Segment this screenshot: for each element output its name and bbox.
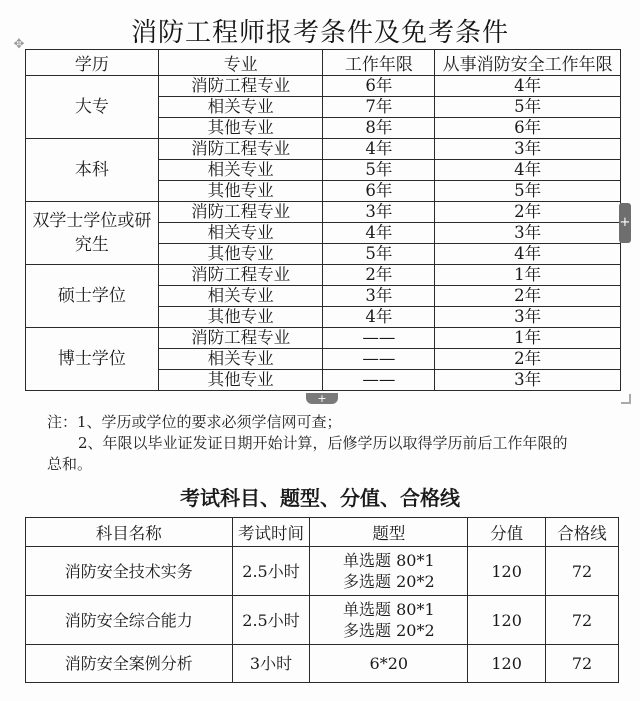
add-column-plus-icon[interactable]: +: [619, 203, 631, 243]
work-years-cell: 6年: [323, 76, 435, 97]
table-row: [26, 139, 621, 160]
major-cell: 其他专业: [158, 370, 323, 391]
work-years-cell: 3年: [323, 202, 435, 223]
header-fire-work-years: 从事消防安全工作年限: [435, 50, 621, 76]
education-cell: 硕士学位: [26, 265, 159, 328]
fire-years-cell: 3年: [435, 307, 621, 328]
score-cell: 120: [468, 547, 546, 596]
fire-years-cell: 1年: [435, 328, 621, 349]
major-cell: 消防工程专业: [158, 139, 323, 160]
table-row: [26, 265, 621, 286]
pass-line-cell: 72: [546, 596, 619, 645]
header-question-type: 题型: [310, 518, 468, 547]
score-cell: 120: [468, 596, 546, 645]
work-years-cell: 4年: [323, 307, 435, 328]
table1-header-row: [26, 50, 621, 76]
table-row: [26, 596, 619, 645]
work-years-cell: 5年: [323, 160, 435, 181]
table2-title: 考试科目、题型、分值、合格线: [180, 486, 460, 510]
header-major: 专业: [158, 50, 323, 76]
note-line-2: 2、年限以毕业证发证日期开始计算，后修学历以取得学历前后工作年限的: [78, 434, 568, 452]
table-move-handle-icon[interactable]: ✥: [13, 37, 25, 52]
fire-years-cell: 2年: [435, 286, 621, 307]
table-row: [26, 328, 621, 349]
work-years-cell: 4年: [323, 223, 435, 244]
fire-years-cell: 4年: [435, 244, 621, 265]
exam-requirements-table: [25, 49, 621, 391]
table-row: [26, 76, 621, 97]
major-cell: 消防工程专业: [158, 328, 323, 349]
education-cell: 大专: [26, 76, 159, 139]
major-cell: 相关专业: [158, 349, 323, 370]
fire-years-cell: 2年: [435, 349, 621, 370]
time-cell: 2.5小时: [232, 596, 310, 645]
work-years-cell: 4年: [323, 139, 435, 160]
fire-years-cell: 5年: [435, 181, 621, 202]
question-type-cell: [310, 596, 468, 645]
fire-years-cell: 3年: [435, 223, 621, 244]
header-education: 学历: [26, 50, 159, 76]
major-cell: 相关专业: [158, 160, 323, 181]
major-cell: 其他专业: [158, 181, 323, 202]
education-cell: 双学士学位或研究生: [26, 202, 159, 265]
subject-cell: 消防安全技术实务: [26, 547, 233, 596]
question-type-line: 多选题 20*2: [343, 572, 435, 591]
header-subject: 科目名称: [26, 518, 233, 547]
question-type-line: 单选题 80*1: [343, 551, 435, 570]
time-cell: 3小时: [232, 645, 310, 683]
major-cell: 相关专业: [158, 223, 323, 244]
work-years-cell: 6年: [323, 181, 435, 202]
major-cell: 消防工程专业: [158, 202, 323, 223]
table-row: [26, 202, 621, 223]
table2-header-row: [26, 518, 619, 547]
work-years-cell: 5年: [323, 244, 435, 265]
subject-cell: 消防安全综合能力: [26, 596, 233, 645]
table-row: [26, 547, 619, 596]
work-years-cell: ——: [323, 349, 435, 370]
pass-line-cell: 72: [546, 547, 619, 596]
work-years-cell: 7年: [323, 97, 435, 118]
fire-years-cell: 4年: [435, 76, 621, 97]
pass-line-cell: 72: [546, 645, 619, 683]
notes: [47, 412, 607, 475]
fire-years-cell: 2年: [435, 202, 621, 223]
note-line-3: 总和。: [47, 455, 93, 473]
time-cell: 2.5小时: [232, 547, 310, 596]
note-line-1: 注：1、学历或学位的要求必须学信网可查；: [47, 413, 342, 431]
major-cell: 其他专业: [158, 244, 323, 265]
question-type-cell: [310, 547, 468, 596]
major-cell: 消防工程专业: [158, 265, 323, 286]
fire-years-cell: 1年: [435, 265, 621, 286]
work-years-cell: ——: [323, 328, 435, 349]
major-cell: 消防工程专业: [158, 76, 323, 97]
header-pass-line: 合格线: [546, 518, 619, 547]
question-type-cell: 6*20: [310, 645, 468, 683]
work-years-cell: 8年: [323, 118, 435, 139]
major-cell: 相关专业: [158, 286, 323, 307]
major-cell: 相关专业: [158, 97, 323, 118]
add-row-plus-icon[interactable]: +: [306, 393, 338, 404]
major-cell: 其他专业: [158, 118, 323, 139]
work-years-cell: 3年: [323, 286, 435, 307]
table-resize-handle-icon[interactable]: [621, 394, 631, 404]
work-years-cell: ——: [323, 370, 435, 391]
major-cell: 其他专业: [158, 307, 323, 328]
header-score: 分值: [468, 518, 546, 547]
table-row: [26, 645, 619, 683]
fire-years-cell: 3年: [435, 139, 621, 160]
work-years-cell: 2年: [323, 265, 435, 286]
table1-title: 消防工程师报考条件及免考条件: [130, 18, 509, 48]
question-type-line: 单选题 80*1: [343, 600, 435, 619]
score-cell: 120: [468, 645, 546, 683]
fire-years-cell: 4年: [435, 160, 621, 181]
subject-cell: 消防安全案例分析: [26, 645, 233, 683]
education-cell: 博士学位: [26, 328, 159, 391]
question-type-line: 多选题 20*2: [343, 621, 435, 640]
exam-subjects-table: [25, 517, 619, 683]
header-exam-time: 考试时间: [232, 518, 310, 547]
fire-years-cell: 3年: [435, 370, 621, 391]
fire-years-cell: 6年: [435, 118, 621, 139]
fire-years-cell: 5年: [435, 97, 621, 118]
header-work-years: 工作年限: [323, 50, 435, 76]
education-cell: 本科: [26, 139, 159, 202]
